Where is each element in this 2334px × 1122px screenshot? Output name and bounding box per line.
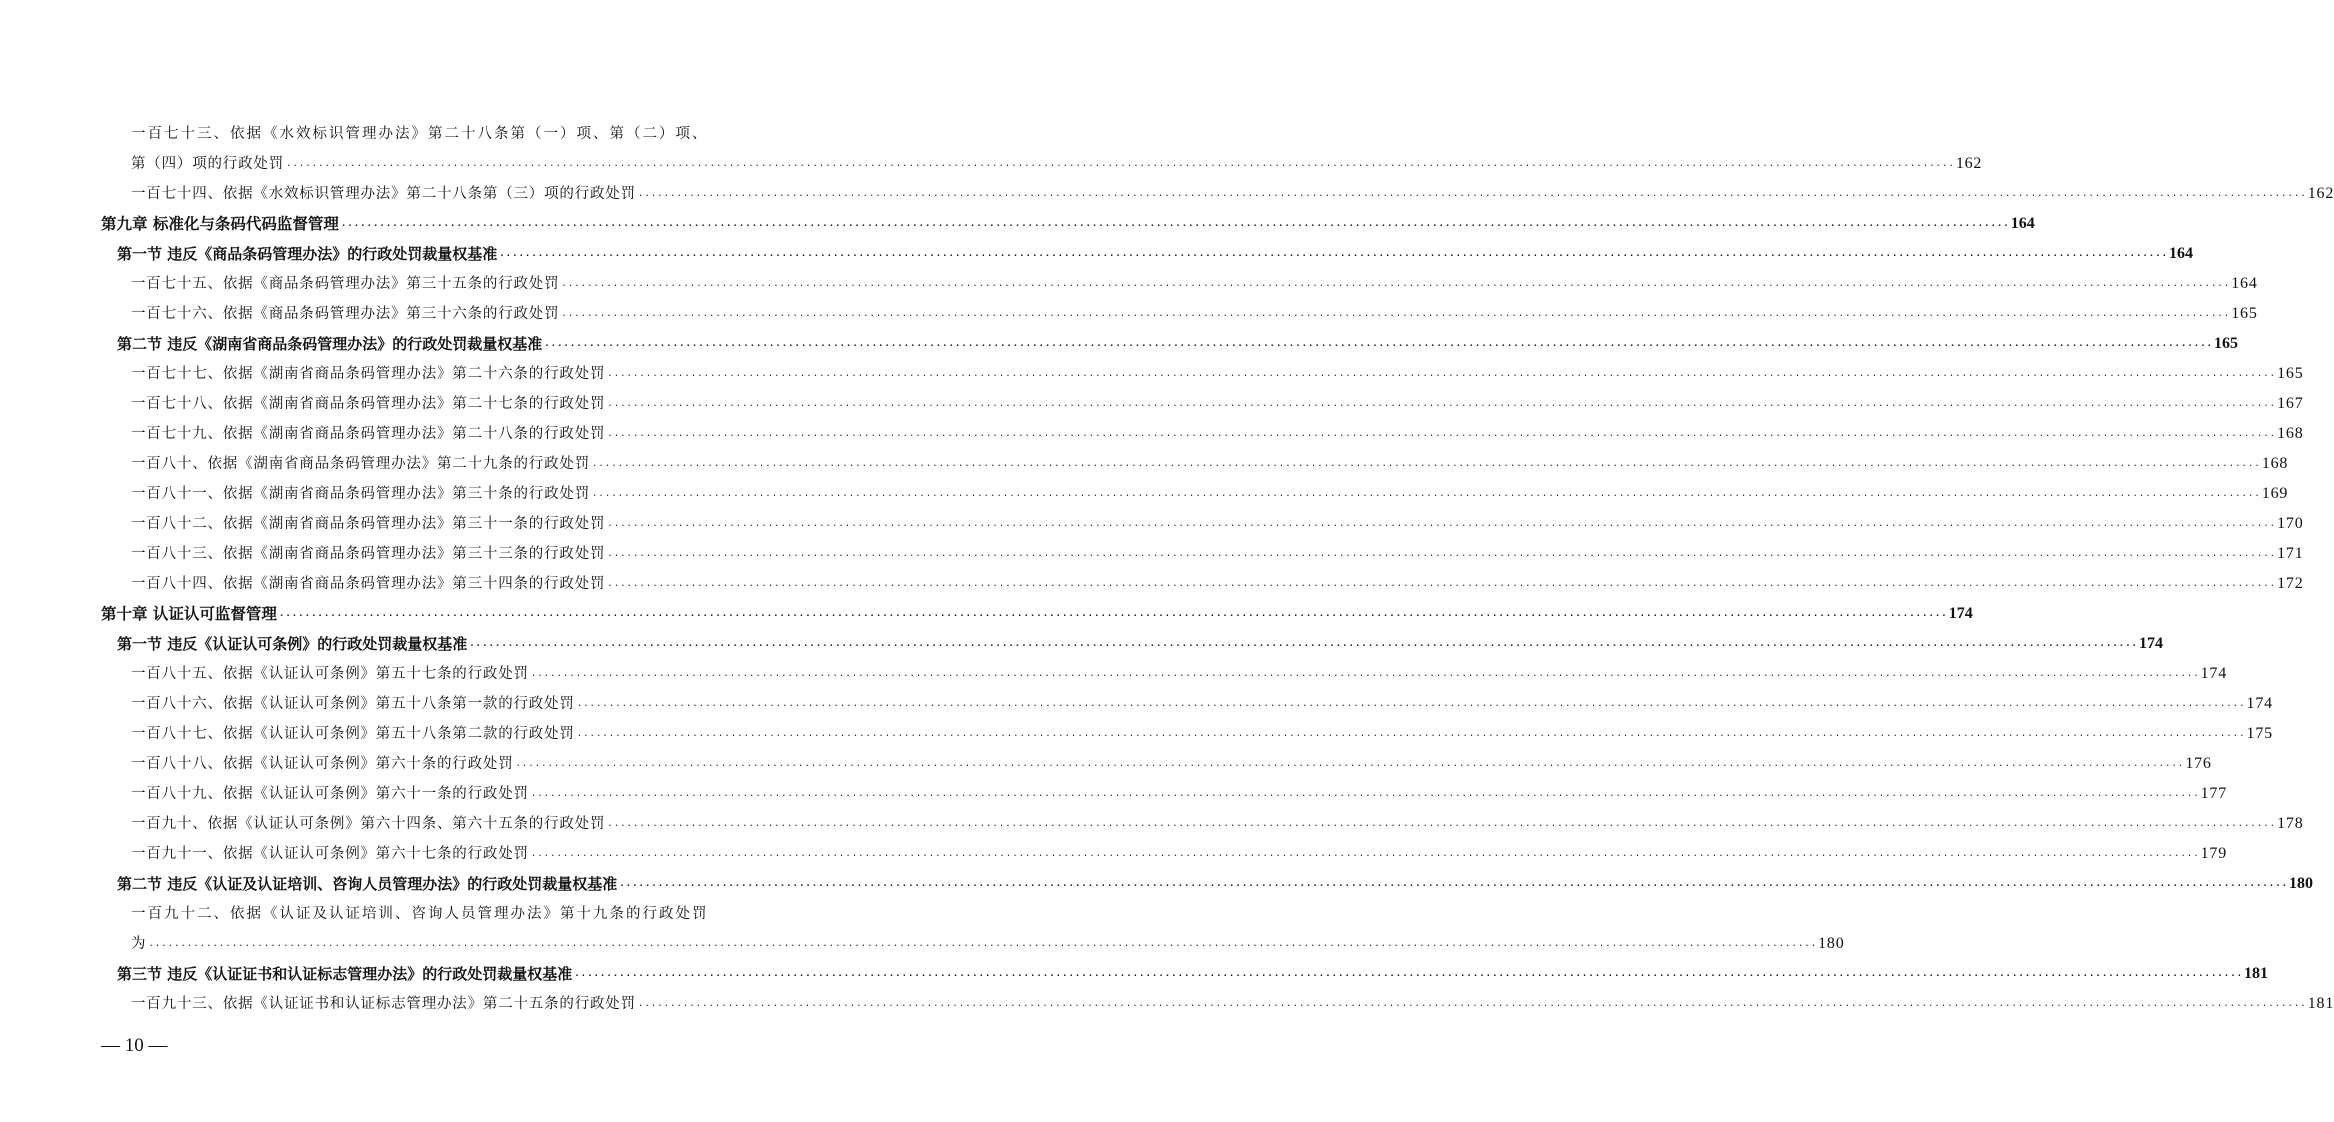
toc-entry-title: 一百七十九、依据《湖南省商品条码管理办法》第二十八条的行政处罚 <box>131 426 606 442</box>
toc-leader-dots: .................................................................................................................................................................................................................................................................... <box>515 759 2185 769</box>
toc-page-number: 179 <box>2200 845 2228 862</box>
toc-entry[interactable] <box>117 955 2269 985</box>
toc-entry[interactable] <box>131 355 2304 385</box>
toc-entry-title: 第一节 违反《认证认可条例》的行政处罚裁量权基准 <box>117 635 468 653</box>
toc-page-number: 174 <box>1948 605 1973 622</box>
toc-entry[interactable] <box>117 325 2239 355</box>
toc-entry-title: 为 <box>131 936 147 952</box>
toc-entry[interactable] <box>131 715 2273 745</box>
toc-leader-dots: .................................................................................................................................................................................................................................................................... <box>499 249 2169 259</box>
toc-page-number: 164 <box>2231 275 2258 292</box>
toc-leader-dots: .................................................................................................................................................................................................................................................................... <box>607 429 2277 439</box>
toc-entry-title: 第（四）项的行政处罚 <box>131 156 284 172</box>
toc-entry-title: 第三节 违反《认证证书和认证标志管理办法》的行政处罚裁量权基准 <box>117 965 573 983</box>
toc-page-number: 180 <box>2289 875 2314 892</box>
toc-entry-title: 第九章 标准化与条码代码监督管理 <box>101 215 339 233</box>
toc-page-number: 164 <box>2169 245 2194 262</box>
toc-entry[interactable] <box>131 385 2304 415</box>
toc-leader-dots: .................................................................................................................................................................................................................................................................... <box>544 339 2214 349</box>
toc-entry[interactable] <box>131 115 709 145</box>
toc-entry-title: 一百九十二、依据《认证及认证培训、咨询人员管理办法》第十九条的行政处罚 <box>131 906 709 922</box>
toc-page-number: 174 <box>2246 695 2273 712</box>
toc-entry[interactable] <box>131 925 1845 955</box>
toc-page-number: 171 <box>2277 545 2304 562</box>
toc-entry-title: 一百八十七、依据《认证认可条例》第五十八条第二款的行政处罚 <box>131 726 575 742</box>
toc-entry[interactable] <box>131 775 2228 805</box>
toc-leader-dots: .................................................................................................................................................................................................................................................................... <box>637 999 2307 1009</box>
toc-leader-dots: .................................................................................................................................................................................................................................................................... <box>530 789 2200 799</box>
toc-leader-dots: .................................................................................................................................................................................................................................................................... <box>278 609 1948 619</box>
toc-entry-title: 一百七十七、依据《湖南省商品条码管理办法》第二十六条的行政处罚 <box>131 366 606 382</box>
toc-entry-title: 第十章 认证认可监督管理 <box>101 605 277 623</box>
toc-entry[interactable] <box>131 475 2289 505</box>
toc-entry[interactable] <box>131 745 2212 775</box>
toc-leader-dots: .................................................................................................................................................................................................................................................................... <box>469 639 2139 649</box>
toc-leader-dots: .................................................................................................................................................................................................................................................................... <box>637 189 2307 199</box>
toc-entry-title: 第二节 违反《湖南省商品条码管理办法》的行政处罚裁量权基准 <box>117 335 543 353</box>
toc-entry[interactable] <box>101 595 1973 625</box>
toc-leader-dots: .................................................................................................................................................................................................................................................................... <box>530 849 2200 859</box>
toc-entry[interactable] <box>117 865 2314 895</box>
toc-entry[interactable] <box>117 625 2164 655</box>
toc-entry-title: 一百七十五、依据《商品条码管理办法》第三十五条的行政处罚 <box>131 276 560 292</box>
toc-page-number: 181 <box>2307 995 2334 1012</box>
toc-entry-title: 一百八十四、依据《湖南省商品条码管理办法》第三十四条的行政处罚 <box>131 576 606 592</box>
toc-page-number: 178 <box>2277 815 2304 832</box>
toc-entry-title: 一百八十五、依据《认证认可条例》第五十七条的行政处罚 <box>131 666 529 682</box>
toc-page-number: 168 <box>2277 425 2304 442</box>
toc-entry[interactable] <box>131 835 2228 865</box>
toc-page-number: 164 <box>2010 215 2035 232</box>
toc-entry[interactable] <box>131 175 2334 205</box>
toc-leader-dots: .................................................................................................................................................................................................................................................................... <box>530 669 2200 679</box>
toc-leader-dots: .................................................................................................................................................................................................................................................................... <box>576 699 2246 709</box>
toc-leader-dots: .................................................................................................................................................................................................................................................................... <box>561 279 2231 289</box>
toc-entry-title: 一百七十三、依据《水效标识管理办法》第二十八条第（一）项、第（二）项、 <box>131 126 709 142</box>
toc-leader-dots: .................................................................................................................................................................................................................................................................... <box>340 219 2010 229</box>
toc-page-number: 174 <box>2139 635 2164 652</box>
toc-page-number: 172 <box>2277 575 2304 592</box>
toc-entry[interactable] <box>131 985 2334 1015</box>
toc-page-number: 177 <box>2200 785 2228 802</box>
toc-entry[interactable] <box>131 535 2304 565</box>
toc-entry[interactable] <box>131 145 1983 175</box>
toc-page-number: 165 <box>2231 305 2258 322</box>
toc-entry[interactable] <box>131 415 2304 445</box>
toc-leader-dots: .................................................................................................................................................................................................................................................................... <box>607 369 2277 379</box>
toc-entry[interactable] <box>131 505 2304 535</box>
toc-page-number: 176 <box>2185 755 2212 772</box>
toc-page-number: 162 <box>2307 185 2334 202</box>
toc-page-number: 175 <box>2246 725 2273 742</box>
toc-entry[interactable] <box>131 805 2304 835</box>
toc-page-number: 181 <box>2244 965 2269 982</box>
toc-entry[interactable] <box>131 445 2289 475</box>
page-number: — 10 — <box>101 1035 168 1056</box>
toc-entry-title: 一百九十一、依据《认证认可条例》第六十七条的行政处罚 <box>131 846 529 862</box>
toc-entry[interactable] <box>117 235 2194 265</box>
toc-leader-dots: .................................................................................................................................................................................................................................................................... <box>619 879 2289 889</box>
toc-entry-title: 一百八十一、依据《湖南省商品条码管理办法》第三十条的行政处罚 <box>131 486 590 502</box>
toc-leader-dots: .................................................................................................................................................................................................................................................................... <box>607 399 2277 409</box>
toc-entry[interactable] <box>131 895 709 925</box>
toc-entry[interactable] <box>131 295 2258 325</box>
toc-entry-title: 一百八十九、依据《认证认可条例》第六十一条的行政处罚 <box>131 786 529 802</box>
toc-leader-dots: .................................................................................................................................................................................................................................................................... <box>148 939 1818 949</box>
toc-page-number: 165 <box>2214 335 2239 352</box>
toc-leader-dots: .................................................................................................................................................................................................................................................................... <box>561 309 2231 319</box>
toc-leader-dots: .................................................................................................................................................................................................................................................................... <box>607 579 2277 589</box>
toc-leader-dots: .................................................................................................................................................................................................................................................................... <box>592 459 2261 469</box>
toc-leader-dots: .................................................................................................................................................................................................................................................................... <box>286 159 1955 169</box>
toc-entry-title: 一百七十四、依据《水效标识管理办法》第二十八条第（三）项的行政处罚 <box>131 186 636 202</box>
toc-leader-dots: .................................................................................................................................................................................................................................................................... <box>607 549 2277 559</box>
toc-entry-title: 一百七十八、依据《湖南省商品条码管理办法》第二十七条的行政处罚 <box>131 396 606 412</box>
toc-entry-title: 一百七十六、依据《商品条码管理办法》第三十六条的行政处罚 <box>131 306 560 322</box>
toc-entry-title: 一百八十三、依据《湖南省商品条码管理办法》第三十三条的行政处罚 <box>131 546 606 562</box>
toc-entry-title: 第一节 违反《商品条码管理办法》的行政处罚裁量权基准 <box>117 245 498 263</box>
toc-leader-dots: .................................................................................................................................................................................................................................................................... <box>607 819 2277 829</box>
toc-page-number: 174 <box>2200 665 2228 682</box>
toc-entry-title: 一百九十三、依据《认证证书和认证标志管理办法》第二十五条的行政处罚 <box>131 996 636 1012</box>
toc-leader-dots: .................................................................................................................................................................................................................................................................... <box>592 489 2261 499</box>
toc-entry[interactable] <box>131 655 2228 685</box>
toc-entry[interactable] <box>101 205 2035 235</box>
toc-entry-title: 第二节 违反《认证及认证培训、咨询人员管理办法》的行政处罚裁量权基准 <box>117 875 618 893</box>
toc-entry[interactable] <box>131 265 2258 295</box>
toc-entry-title: 一百八十、依据《湖南省商品条码管理办法》第二十九条的行政处罚 <box>131 456 590 472</box>
toc-page-number: 169 <box>2261 485 2289 502</box>
toc-leader-dots: .................................................................................................................................................................................................................................................................... <box>574 969 2244 979</box>
toc-entry[interactable] <box>131 685 2273 715</box>
toc-leader-dots: .................................................................................................................................................................................................................................................................... <box>607 519 2277 529</box>
toc-entry[interactable] <box>131 565 2304 595</box>
toc-page-number: 162 <box>1955 155 1983 172</box>
toc-entry-title: 一百八十八、依据《认证认可条例》第六十条的行政处罚 <box>131 756 514 772</box>
toc-entry-title: 一百九十、依据《认证认可条例》第六十四条、第六十五条的行政处罚 <box>131 816 606 832</box>
toc-page-number: 170 <box>2277 515 2304 532</box>
toc-page-number: 167 <box>2277 395 2304 412</box>
toc-entry-title: 一百八十六、依据《认证认可条例》第五十八条第一款的行政处罚 <box>131 696 575 712</box>
toc-entry-title: 一百八十二、依据《湖南省商品条码管理办法》第三十一条的行政处罚 <box>131 516 606 532</box>
toc-page-number: 168 <box>2261 455 2289 472</box>
toc-page-number: 165 <box>2277 365 2304 382</box>
toc-leader-dots: .................................................................................................................................................................................................................................................................... <box>576 729 2246 739</box>
toc-page-number: 180 <box>1818 935 1845 952</box>
